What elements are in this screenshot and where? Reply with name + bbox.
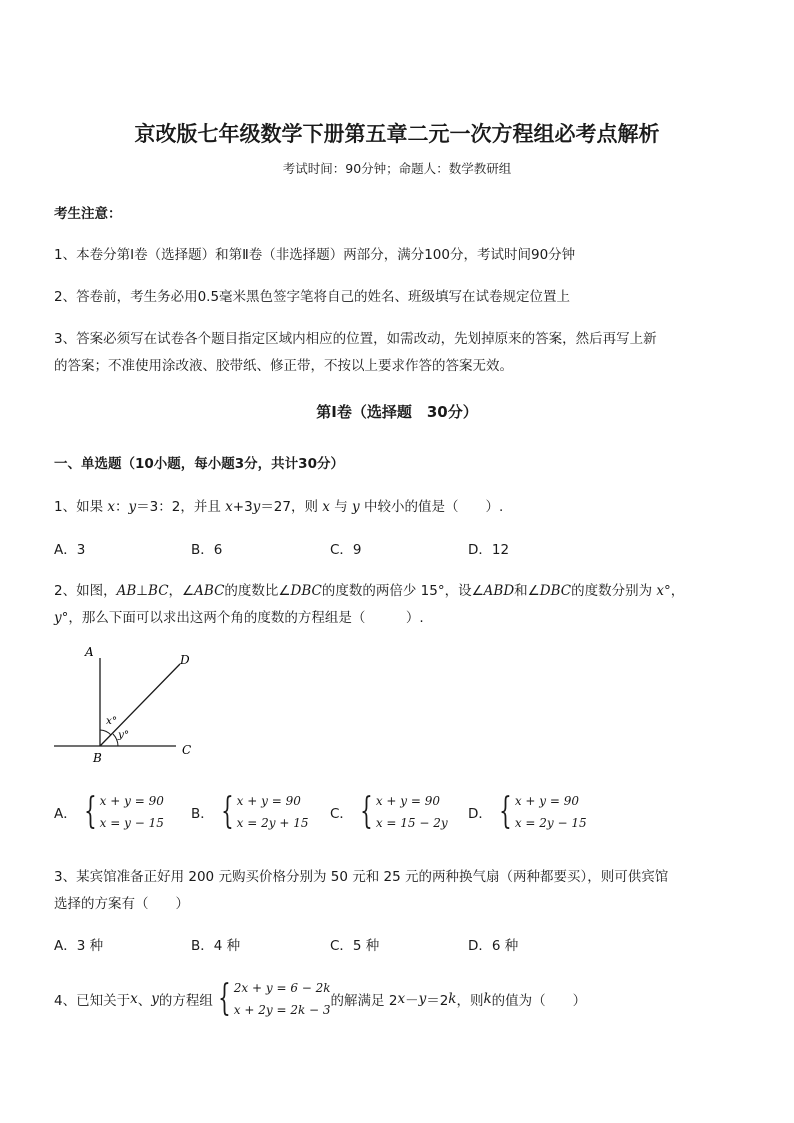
q3-option-d[interactable]: D．6 种 — [468, 938, 519, 954]
q2-option-c[interactable]: C． { x + y = 90 x = 15 − 2y — [330, 791, 448, 832]
notice-item-3-cont: 的答案；不准使用涂改液、胶带纸、修正带，不按以上要求作答的答案无效。 — [54, 358, 513, 374]
q3-option-c[interactable]: C．5 种 — [330, 938, 380, 954]
q1-option-b[interactable]: B．6 — [191, 542, 223, 558]
page-subtitle: 考试时间：90分钟；命题人：数学教研组 — [282, 161, 512, 176]
q2-option-a[interactable]: A． { x + y = 90 x = y − 15 — [54, 791, 164, 832]
arc-x — [100, 730, 111, 735]
q2-option-d[interactable]: D． { x + y = 90 x = 2y − 15 — [468, 791, 587, 832]
question-4: 4、已知关于 x 、 y 的方程组 { 2x + y = 6 − 2k x + 2y = 2k − 3 的解满足 2 x － y ＝2 k ，则 k 的值为（ ） — [54, 978, 587, 1019]
angle-figure — [50, 640, 210, 770]
q3-option-b[interactable]: B．4 种 — [191, 938, 241, 954]
notice-item-1: 1、本卷分第Ⅰ卷（选择题）和第Ⅱ卷（非选择题）两部分，满分100分，考试时间90分钟 — [54, 247, 576, 263]
notice-item-2: 2、答卷前，考生务必用0.5毫米黑色签字笔将自己的姓名、班级填写在试卷规定位置上 — [54, 289, 571, 305]
question-1: 1、如果 x：y＝3：2，并且 x+3y＝27，则 x 与 y 中较小的值是（ ）. — [54, 499, 504, 515]
q1-option-a[interactable]: A．3 — [54, 542, 86, 558]
notice-item-3: 3、答案必须写在试卷各个题目指定区域内相应的位置，如需改动，先划掉原来的答案，然后再写上新 — [54, 331, 657, 347]
question-2-line-1: 2、如图，AB⊥BC，∠ABC的度数比∠DBC的度数的两倍少 15°，设∠ABD和∠DBC的度数分别为 x°， — [54, 583, 685, 599]
q1-option-d[interactable]: D．12 — [468, 542, 510, 558]
question-3-line-2: 选择的方案有（ ） — [54, 896, 189, 912]
q1-option-c[interactable]: C．9 — [330, 542, 362, 558]
label-c: C — [182, 743, 192, 757]
section-title: 第Ⅰ卷（选择题 30分） — [316, 403, 478, 421]
line-bd — [100, 664, 180, 746]
label-y: y° — [118, 729, 130, 741]
page-title: 京改版七年级数学下册第五章二元一次方程组必考点解析 — [134, 121, 660, 146]
question-3-line-1: 3、某宾馆准备正好用 200 元购买价格分别为 50 元和 25 元的两种换气扇（两种都要买），则可供宾馆 — [54, 869, 669, 885]
notice-heading: 考生注意： — [54, 206, 122, 222]
label-x: x° — [106, 715, 118, 727]
question-2-line-2: y°，那么下面可以求出这两个角的度数的方程组是（ ）. — [54, 610, 424, 626]
q3-option-a[interactable]: A．3 种 — [54, 938, 104, 954]
label-b: B — [93, 751, 102, 765]
label-d: D — [180, 653, 190, 667]
q2-option-b[interactable]: B． { x + y = 90 x = 2y + 15 — [191, 791, 309, 832]
part-heading: 一、单选题（10小题，每小题3分，共计30分） — [54, 456, 344, 472]
label-a: A — [85, 645, 94, 659]
